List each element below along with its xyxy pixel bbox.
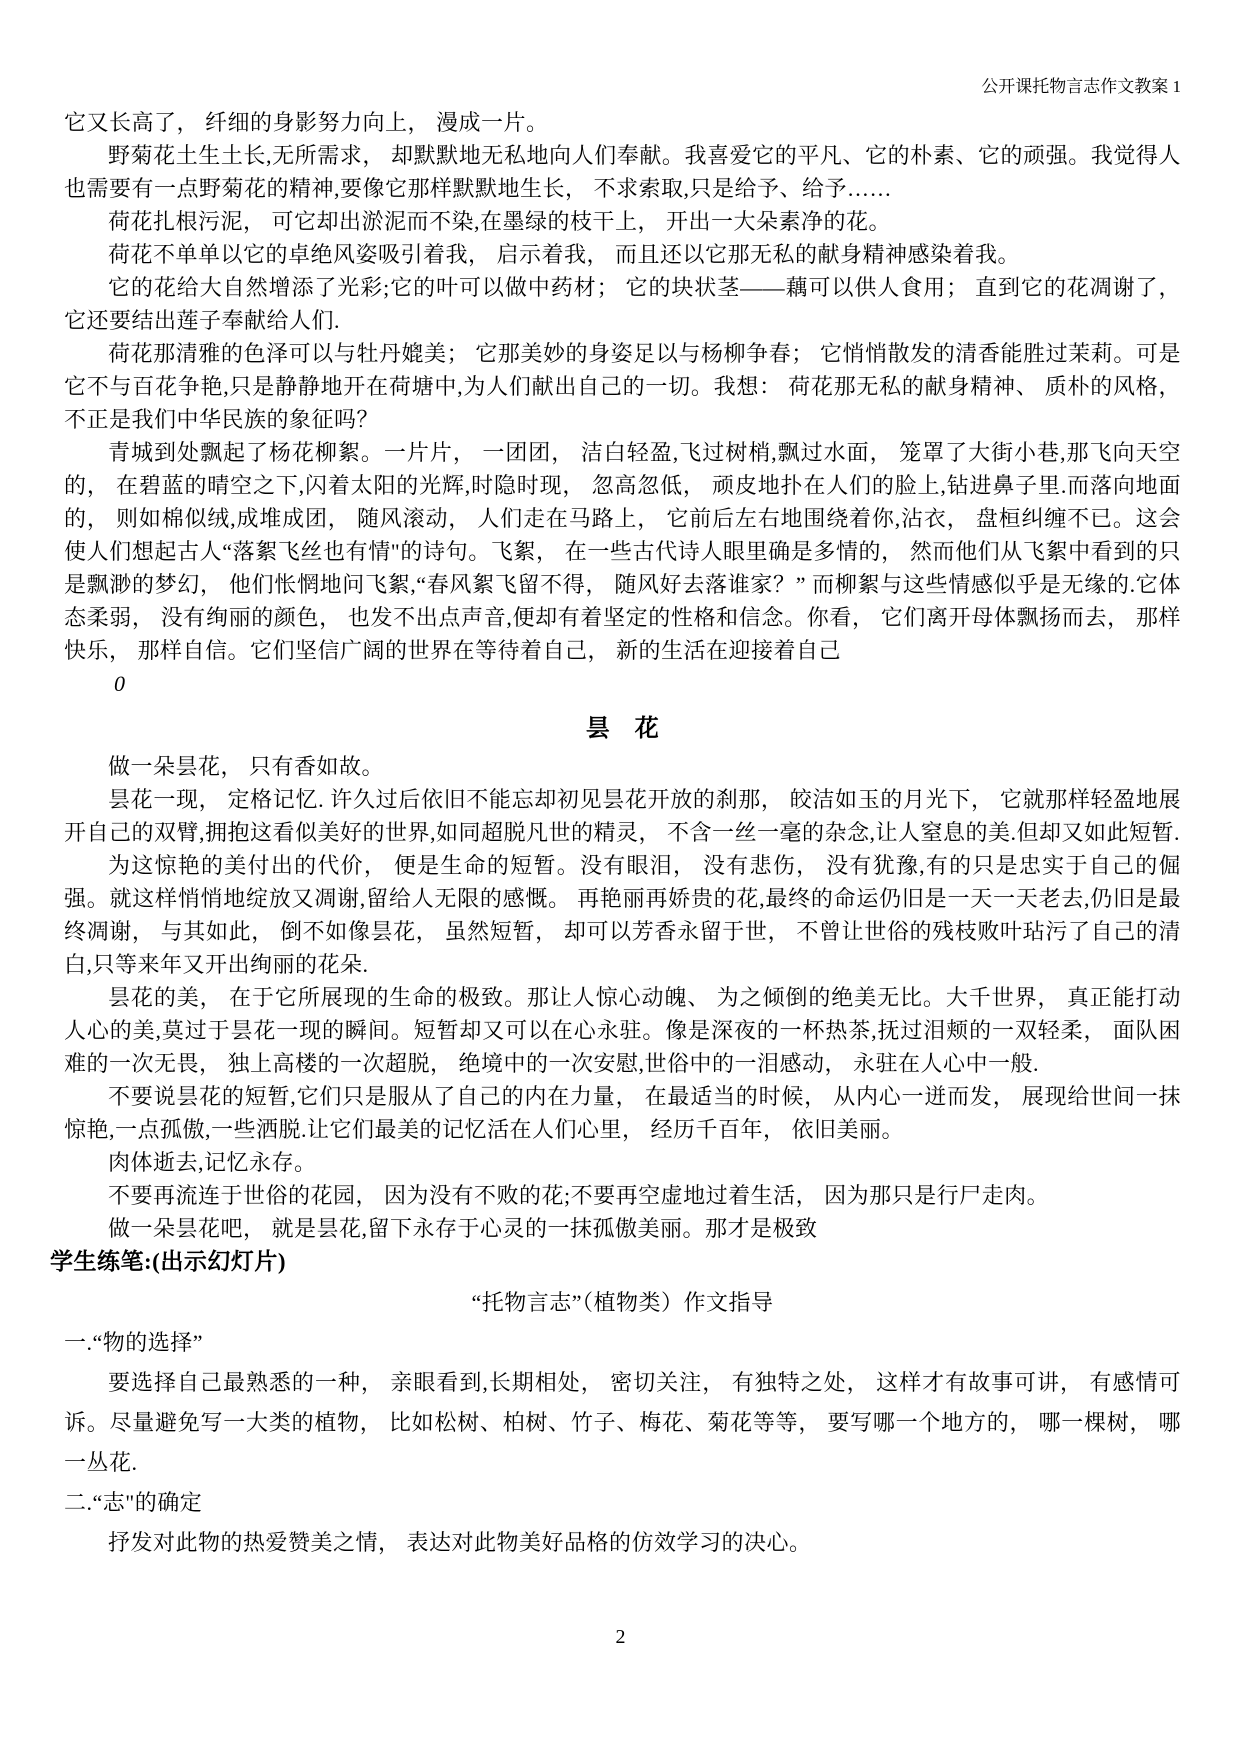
paragraph: 昙花一现， 定格记忆. 许久过后依旧不能忘却初见昙花开放的刹那， 皎洁如玉的月光下， 它就那样轻盈地展开自己的双臂,拥抱这看似美好的世界,如同超脱凡世的精灵， 不含一丝一毫的杂念,让人窒息的美.但却又如此短暂. <box>64 787 1181 845</box>
paragraph: 抒发对此物的热爱赞美之情， 表达对此物美好品格的仿效学习的决心。 <box>108 1530 812 1555</box>
section-heading-student-practice: 学生练笔:(出示幻灯片) <box>50 1249 286 1274</box>
paragraph: 它又长高了， 纤细的身影努力向上， 漫成一片。 <box>64 110 549 135</box>
guide-title: “托物言志”（植物类）作文指导 <box>471 1290 774 1315</box>
paragraph: 野菊花土生土长,无所需求， 却默默地无私地向人们奉献。我喜爱它的平凡、它的朴素、它的顽强。我觉得人也需要有一点野菊花的精神,要像它那样默默地生长， 不求索取,只是给予、给予…… <box>64 143 1181 201</box>
paragraph: 荷花不单单以它的卓绝风姿吸引着我， 启示着我， 而且还以它那无私的献身精神感染着我。 <box>108 242 1021 267</box>
paragraph: 青城到处飘起了杨花柳絮。一片片， 一团团， 洁白轻盈,飞过树梢,飘过水面， 笼罩了大街小巷,那飞向天空的， 在碧蓝的晴空之下,闪着太阳的光辉,时隐时现， 忽高忽低， 顽皮地扑在人们的脸上,钻进鼻子里.而落向地面的， 则如棉似绒,成堆成团， 随风滚动， 人们走在马路上， 它前后左右地围绕着你,沾衣， 盘桓纠缠不已。这会使人们想起古人“落絮飞丝也有情"的诗句。飞絮， 在一些古代诗人眼里确是多情的， 然而他们从飞絮中看到的只是飘渺的梦幻， 他们怅惘地问飞絮,“春风絮飞留不得， 随风好去落谁家？” 而柳絮与这些情感似乎是无缘的.它体态柔弱， 没有绚丽的颜色， 也发不出点声音,便却有着坚定的性格和信念。你看， 它们离开母体飘扬而去， 那样快乐， 那样自信。它们坚信广阔的世界在等待着自己， 新的生活在迎接着自己 <box>64 440 1181 663</box>
paragraph: 肉体逝去,记忆永存。 <box>108 1150 317 1175</box>
paragraph: 做一朵昙花， 只有香如故。 <box>108 754 385 779</box>
essay-title: 昙 花 <box>585 716 660 742</box>
list-item-heading: 二.“志"的确定 <box>64 1490 203 1515</box>
paragraph: 荷花那清雅的色泽可以与牡丹媲美； 它那美妙的身姿足以与杨柳争春； 它悄悄散发的清香能胜过茉莉。可是它不与百花争艳,只是静静地开在荷塘中,为人们献出自己的一切。我想： 荷花那无私的献身精神、 质朴的风格， 不正是我们中华民族的象征吗？ <box>64 341 1181 432</box>
paragraph: 荷花扎根污泥， 可它却出淤泥而不染,在墨绿的枝干上， 开出一大朵素净的花。 <box>108 209 892 234</box>
document-body <box>50 106 1181 1563</box>
stray-character: 0 <box>114 671 126 696</box>
paragraph: 做一朵昙花吧， 就是昙花,留下永存于心灵的一抹孤傲美丽。那才是极致 <box>108 1216 818 1241</box>
paragraph: 为这惊艳的美付出的代价， 便是生命的短暂。没有眼泪， 没有悲伤， 没有犹豫,有的只是忠实于自己的倔强。就这样悄悄地绽放又凋谢,留给人无限的感慨。 再艳丽再娇贵的花,最终的命运仍旧是一天一天老去,仍旧是最终凋谢， 与其如此， 倒不如像昙花， 虽然短暂， 却可以芳香永留于世， 不曾让世俗的残枝败叶玷污了自己的清白,只等来年又开出绚丽的花朵. <box>64 853 1181 977</box>
paragraph: 不要说昙花的短暂,它们只是服从了自己的内在力量， 在最适当的时候， 从内心一迸而发， 展现给世间一抹惊艳,一点孤傲,一些洒脱.让它们最美的记忆活在人们心里， 经历千百年， 依旧美丽。 <box>64 1084 1181 1142</box>
paragraph: 不要再流连于世俗的花园， 因为没有不败的花;不要再空虚地过着生活， 因为那只是行尸走肉。 <box>108 1183 1050 1208</box>
list-item-heading: 一.“物的选择” <box>64 1330 204 1355</box>
page-number: 2 <box>615 1626 626 1648</box>
page-header-title: 公开课托物言志作文教案 1 <box>981 77 1181 96</box>
paragraph: 要选择自己最熟悉的一种， 亲眼看到,长期相处， 密切关注， 有独特之处， 这样才有故事可讲， 有感情可诉。尽量避免写一大类的植物， 比如松树、柏树、竹子、梅花、菊花等等， 要写哪一个地方的， 哪一棵树， 哪一丛花. <box>64 1370 1181 1475</box>
paragraph: 它的花给大自然增添了光彩;它的叶可以做中药材； 它的块状茎——藕可以供人食用； 直到它的花凋谢了， 它还要结出莲子奉献给人们. <box>64 275 1181 333</box>
paragraph: 昙花的美， 在于它所展现的生命的极致。那让人惊心动魄、 为之倾倒的绝美无比。大千世界， 真正能打动人心的美,莫过于昙花一现的瞬间。短暂却又可以在心永驻。像是深夜的一杯热茶,抚过泪颊的一双轻柔， 面队困难的一次无畏， 独上高楼的一次超脱， 绝境中的一次安慰,世俗中的一泪感动， 永驻在人心中一般. <box>64 985 1181 1076</box>
